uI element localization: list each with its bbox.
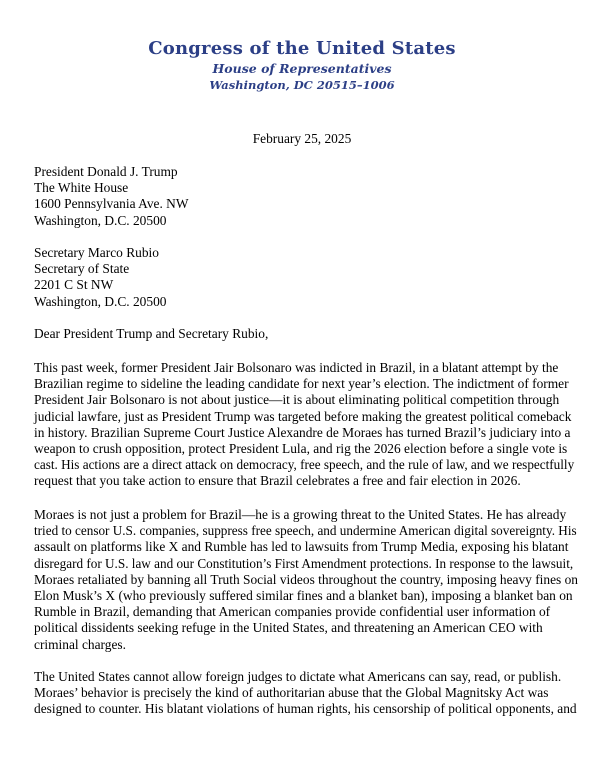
addressee-line: Secretary of State [34, 261, 130, 277]
paragraph-line: Moraes is not just a problem for Brazil—he is a growing threat to the United States. He has already [34, 507, 567, 522]
paragraph-line: judicial lawfare, just as President Trump was targeted before making the greatest political comeback [34, 408, 572, 424]
paragraph-line: tried to censor U.S. companies, suppress free speech, and undermine American digital sovereignty. His [34, 523, 577, 539]
paragraph-line: request that you take action to ensure that Brazil celebrates a free and fair election in 2026. [34, 473, 521, 489]
paragraph-line: criminal charges. [34, 636, 126, 652]
paragraph-line: President Jair Bolsonaro is not about justice—it is about eliminating political competition through [34, 392, 560, 408]
addressee-secretary [34, 245, 574, 310]
paragraph-line: disregard for U.S. law and our Constitution’s First Amendment protections. In response to the lawsuit, [34, 555, 574, 571]
letterhead-house: House of Representatives [212, 61, 392, 76]
paragraph-line: in history. Brazilian Supreme Court Justice Alexandre de Moraes has turned Brazil’s judiciary into a [34, 424, 571, 440]
letterhead-address: Washington, DC 20515–1006 [209, 78, 395, 92]
paragraph-line: Brazilian regime to sideline the leading candidate for next year’s election. The indictment of former [34, 376, 569, 392]
paragraph-line: designed to counter. His blatant violations of human rights, his censorship of political opponents, and [34, 701, 577, 717]
paragraph-line: assault on platforms like X and Rumble has led to lawsuits from Trump Media, exposing his blatant [34, 539, 569, 555]
addressee-line: Washington, D.C. 20500 [34, 293, 167, 309]
addressee-line: 2201 C St NW [34, 277, 114, 293]
paragraph-line: cast. His actions are a direct attack on democracy, free speech, and the rule of law, and we respectfully [34, 457, 575, 473]
paragraph-line: Rumble in Brazil, demanding that American companies provide confidential user information of [34, 604, 551, 620]
paragraph-line: Moraes retaliated by banning all Truth Social videos throughout the country, imposing heavy fines on [34, 571, 578, 587]
letterhead [0, 38, 604, 93]
paragraph-1 [34, 360, 580, 490]
letterhead-congress: Congress of the United States [148, 38, 456, 59]
paragraph-line: weapon to crush opposition, protect President Lula, and rig the 2026 election before a single vote is [34, 441, 568, 457]
paragraph-2 [34, 507, 580, 653]
salutation: Dear President Trump and Secretary Rubio, [34, 326, 269, 341]
paragraph-line: political dissidents seeking refuge in the United States, and threatening an American CEO with [34, 620, 543, 636]
addressee-line: President Donald J. Trump [34, 164, 178, 179]
addressee-president [34, 164, 574, 229]
paragraph-line: The United States cannot allow foreign judges to dictate what Americans can say, read, or publish. [34, 669, 562, 684]
paragraph-line: Moraes’ behavior is precisely the kind of authoritarian abuse that the Global Magnitsky Act was [34, 685, 549, 701]
paragraph-line: This past week, former President Jair Bolsonaro was indicted in Brazil, in a blatant attempt by the [34, 360, 559, 375]
addressee-line: Secretary Marco Rubio [34, 245, 159, 260]
paragraph-line: Elon Musk’s X (who previously suffered similar fines and a blanket ban), imposing a blanket ban on [34, 588, 573, 604]
letter-date: February 25, 2025 [252, 131, 352, 146]
paragraph-3 [34, 669, 580, 718]
addressee-line: 1600 Pennsylvania Ave. NW [34, 196, 189, 212]
addressee-line: Washington, D.C. 20500 [34, 212, 167, 228]
addressee-line: The White House [34, 180, 129, 196]
